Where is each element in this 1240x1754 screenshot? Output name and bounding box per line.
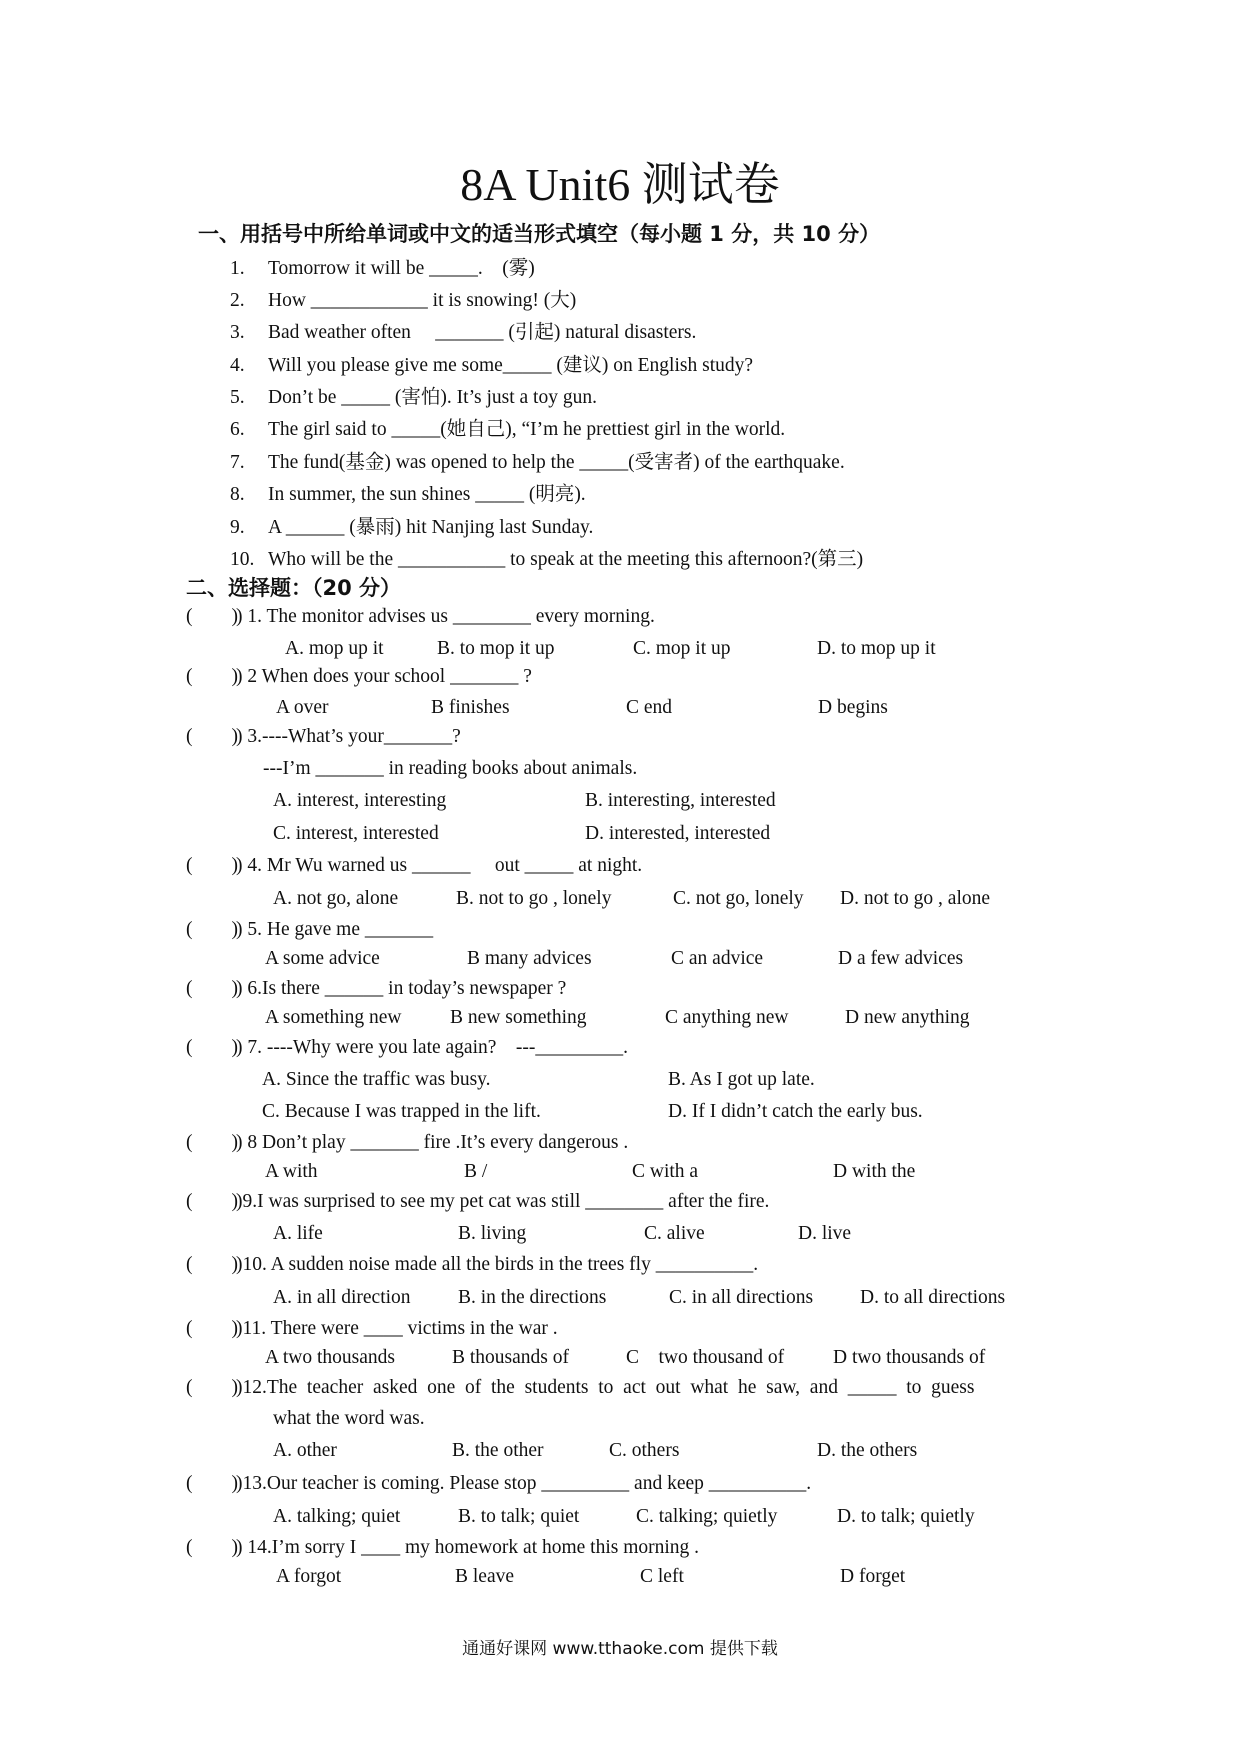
fill-item-5 xyxy=(230,381,597,409)
answer-option: D. interested, interested xyxy=(585,823,771,844)
fill-item-text: Who will be the ___________ to speak at the meeting this afternoon?(第三) xyxy=(268,549,864,570)
question-text: ) 14.I’m sorry I ____ my homework at home this morning . xyxy=(236,1537,700,1558)
fill-item-number: 3. xyxy=(230,322,245,343)
fill-item-number: 2. xyxy=(230,290,245,311)
fill-item-text: The girl said to _____(她自己), “I’m he prettiest girl in the world. xyxy=(268,419,786,440)
fill-item-7 xyxy=(230,446,845,474)
answer-option: D with the xyxy=(833,1161,916,1182)
answer-option: D begins xyxy=(818,697,888,718)
answer-option: B. interesting, interested xyxy=(585,790,776,811)
answer-option: C an advice xyxy=(671,948,764,969)
answer-option: B finishes xyxy=(431,697,510,718)
answer-option: C with a xyxy=(632,1161,699,1182)
fill-item-number: 6. xyxy=(230,419,245,440)
answer-option: A. other xyxy=(273,1440,337,1461)
fill-item-4 xyxy=(230,349,753,377)
answer-option: A. Since the traffic was busy. xyxy=(262,1069,491,1090)
answer-blank: ( ) xyxy=(186,1537,238,1558)
answer-blank: ( ) xyxy=(186,978,238,999)
answer-option: A over xyxy=(276,697,329,718)
answer-option: A. mop up it xyxy=(285,638,384,659)
answer-option: A. interest, interesting xyxy=(273,790,447,811)
answer-option: C. alive xyxy=(644,1223,705,1244)
question-text: )9.I was surprised to see my pet cat was still ________ after the fire. xyxy=(236,1191,770,1212)
fill-item-text: Bad weather often _______ (引起) natural disasters. xyxy=(268,322,697,343)
question-text: ) 1. The monitor advises us ________ every morning. xyxy=(236,606,655,627)
answer-option: A. talking; quiet xyxy=(273,1506,401,1527)
page-title: 8A Unit6 测试卷 xyxy=(460,159,780,210)
section-1-heading: 一、用括号中所给单词或中文的适当形式填空（每小题 1 分，共 10 分） xyxy=(198,222,881,246)
fill-item-10 xyxy=(230,543,863,571)
answer-option: D. live xyxy=(798,1223,852,1244)
answer-option: B. not to go , lonely xyxy=(456,888,612,909)
answer-blank: ( ) xyxy=(186,1191,238,1212)
answer-option: A. not go, alone xyxy=(273,888,399,909)
answer-blank: ( ) xyxy=(186,1377,238,1398)
answer-option: D. to mop up it xyxy=(817,638,936,659)
answer-option: B. the other xyxy=(452,1440,544,1461)
question-text: )10. A sudden noise made all the birds in the trees fly __________. xyxy=(236,1254,759,1275)
answer-option: A something new xyxy=(265,1007,402,1028)
answer-option: B leave xyxy=(455,1566,515,1587)
fill-item-number: 1. xyxy=(230,258,245,279)
answer-option: B. to talk; quiet xyxy=(458,1506,580,1527)
section-2-heading: 二、选择题：（20 分） xyxy=(186,576,402,600)
answer-option: D. not to go , alone xyxy=(840,888,991,909)
answer-blank: ( ) xyxy=(186,1473,238,1494)
answer-blank: ( ) xyxy=(186,919,238,940)
answer-blank: ( ) xyxy=(186,1132,238,1153)
question-text: ) 4. Mr Wu warned us ______ out _____ at night. xyxy=(236,855,643,876)
fill-item-text: A ______ (暴雨) hit Nanjing last Sunday. xyxy=(268,517,594,538)
answer-option: C. not go, lonely xyxy=(673,888,804,909)
answer-option: D two thousands of xyxy=(833,1347,986,1368)
question-text: ) 5. He gave me _______ xyxy=(236,919,434,940)
answer-option: D. to all directions xyxy=(860,1287,1006,1308)
answer-option: B many advices xyxy=(467,948,592,969)
answer-option: C. mop it up xyxy=(633,638,731,659)
answer-blank: ( ) xyxy=(186,1037,238,1058)
question-text: ) 8 Don’t play _______ fire .It’s every dangerous . xyxy=(236,1132,629,1153)
answer-option: C. interest, interested xyxy=(273,823,439,844)
answer-blank: ( ) xyxy=(186,606,238,627)
answer-option: B / xyxy=(464,1161,488,1182)
answer-option: A. life xyxy=(273,1223,323,1244)
answer-option: A two thousands xyxy=(265,1347,396,1368)
answer-option: A some advice xyxy=(265,948,380,969)
answer-option: B. to mop it up xyxy=(437,638,555,659)
answer-option: A. in all direction xyxy=(273,1287,411,1308)
fill-item-3 xyxy=(230,316,696,344)
answer-option: C two thousand of xyxy=(626,1347,785,1368)
answer-option: C. Because I was trapped in the lift. xyxy=(262,1101,541,1122)
answer-blank: ( ) xyxy=(186,1318,238,1339)
question-text: )12.The teacher asked one of the students to act out what he saw, and _____ to guess xyxy=(236,1377,975,1398)
answer-option: B thousands of xyxy=(452,1347,569,1368)
answer-option: D a few advices xyxy=(838,948,964,969)
question-text: ) 2 When does your school _______ ? xyxy=(236,666,532,687)
question-text: ) 3.----What’s your_______? xyxy=(236,726,461,747)
answer-option: C anything new xyxy=(665,1007,789,1028)
fill-item-number: 7. xyxy=(230,452,245,473)
answer-option: B. As I got up late. xyxy=(668,1069,815,1090)
question-text-continued: ---I’m _______ in reading books about animals. xyxy=(263,758,638,779)
answer-option: D. to talk; quietly xyxy=(837,1506,975,1527)
fill-item-number: 5. xyxy=(230,387,245,408)
answer-option: D new anything xyxy=(845,1007,970,1028)
answer-option: C end xyxy=(626,697,673,718)
answer-blank: ( ) xyxy=(186,666,238,687)
fill-item-2 xyxy=(230,284,576,312)
question-text-continued: what the word was. xyxy=(273,1408,425,1429)
answer-blank: ( ) xyxy=(186,726,238,747)
fill-item-text: Don’t be _____ (害怕). It’s just a toy gun. xyxy=(268,387,597,408)
fill-item-text: How ____________ it is snowing! (大) xyxy=(268,290,577,311)
question-text: ) 7. ----Why were you late again? ---_________. xyxy=(236,1037,629,1058)
fill-item-8 xyxy=(230,478,586,506)
answer-option: B. living xyxy=(458,1223,527,1244)
answer-option: D. the others xyxy=(817,1440,918,1461)
answer-option: C. in all directions xyxy=(669,1287,814,1308)
answer-option: A forgot xyxy=(276,1566,342,1587)
answer-blank: ( ) xyxy=(186,855,238,876)
answer-option: C left xyxy=(640,1566,684,1587)
fill-item-number: 9. xyxy=(230,517,245,538)
answer-option: B new something xyxy=(450,1007,587,1028)
answer-blank: ( ) xyxy=(186,1254,238,1275)
fill-item-9 xyxy=(230,511,593,539)
answer-option: D. If I didn’t catch the early bus. xyxy=(668,1101,923,1122)
footer-text: 通通好课网 www.tthaoke.com 提供下载 xyxy=(462,1639,778,1659)
question-text: )13.Our teacher is coming. Please stop _________ and keep __________. xyxy=(236,1473,812,1494)
answer-option: C. others xyxy=(609,1440,680,1461)
fill-item-text: In summer, the sun shines _____ (明亮). xyxy=(268,484,586,505)
answer-option: A with xyxy=(265,1161,318,1182)
fill-item-text: Will you please give me some_____ (建议) on English study? xyxy=(268,355,754,376)
fill-item-text: Tomorrow it will be _____. (雾) xyxy=(268,258,535,279)
fill-item-text: The fund(基金) was opened to help the _____(受害者) of the earthquake. xyxy=(268,452,845,473)
answer-option: D forget xyxy=(840,1566,906,1587)
fill-item-number: 4. xyxy=(230,355,245,376)
fill-item-6 xyxy=(230,413,785,441)
fill-item-number: 8. xyxy=(230,484,245,505)
fill-item-1 xyxy=(230,252,535,280)
question-text: ) 6.Is there ______ in today’s newspaper ? xyxy=(236,978,567,999)
fill-item-number: 10. xyxy=(230,549,255,570)
question-text: )11. There were ____ victims in the war . xyxy=(236,1318,558,1339)
answer-option: C. talking; quietly xyxy=(636,1506,778,1527)
answer-option: B. in the directions xyxy=(458,1287,607,1308)
